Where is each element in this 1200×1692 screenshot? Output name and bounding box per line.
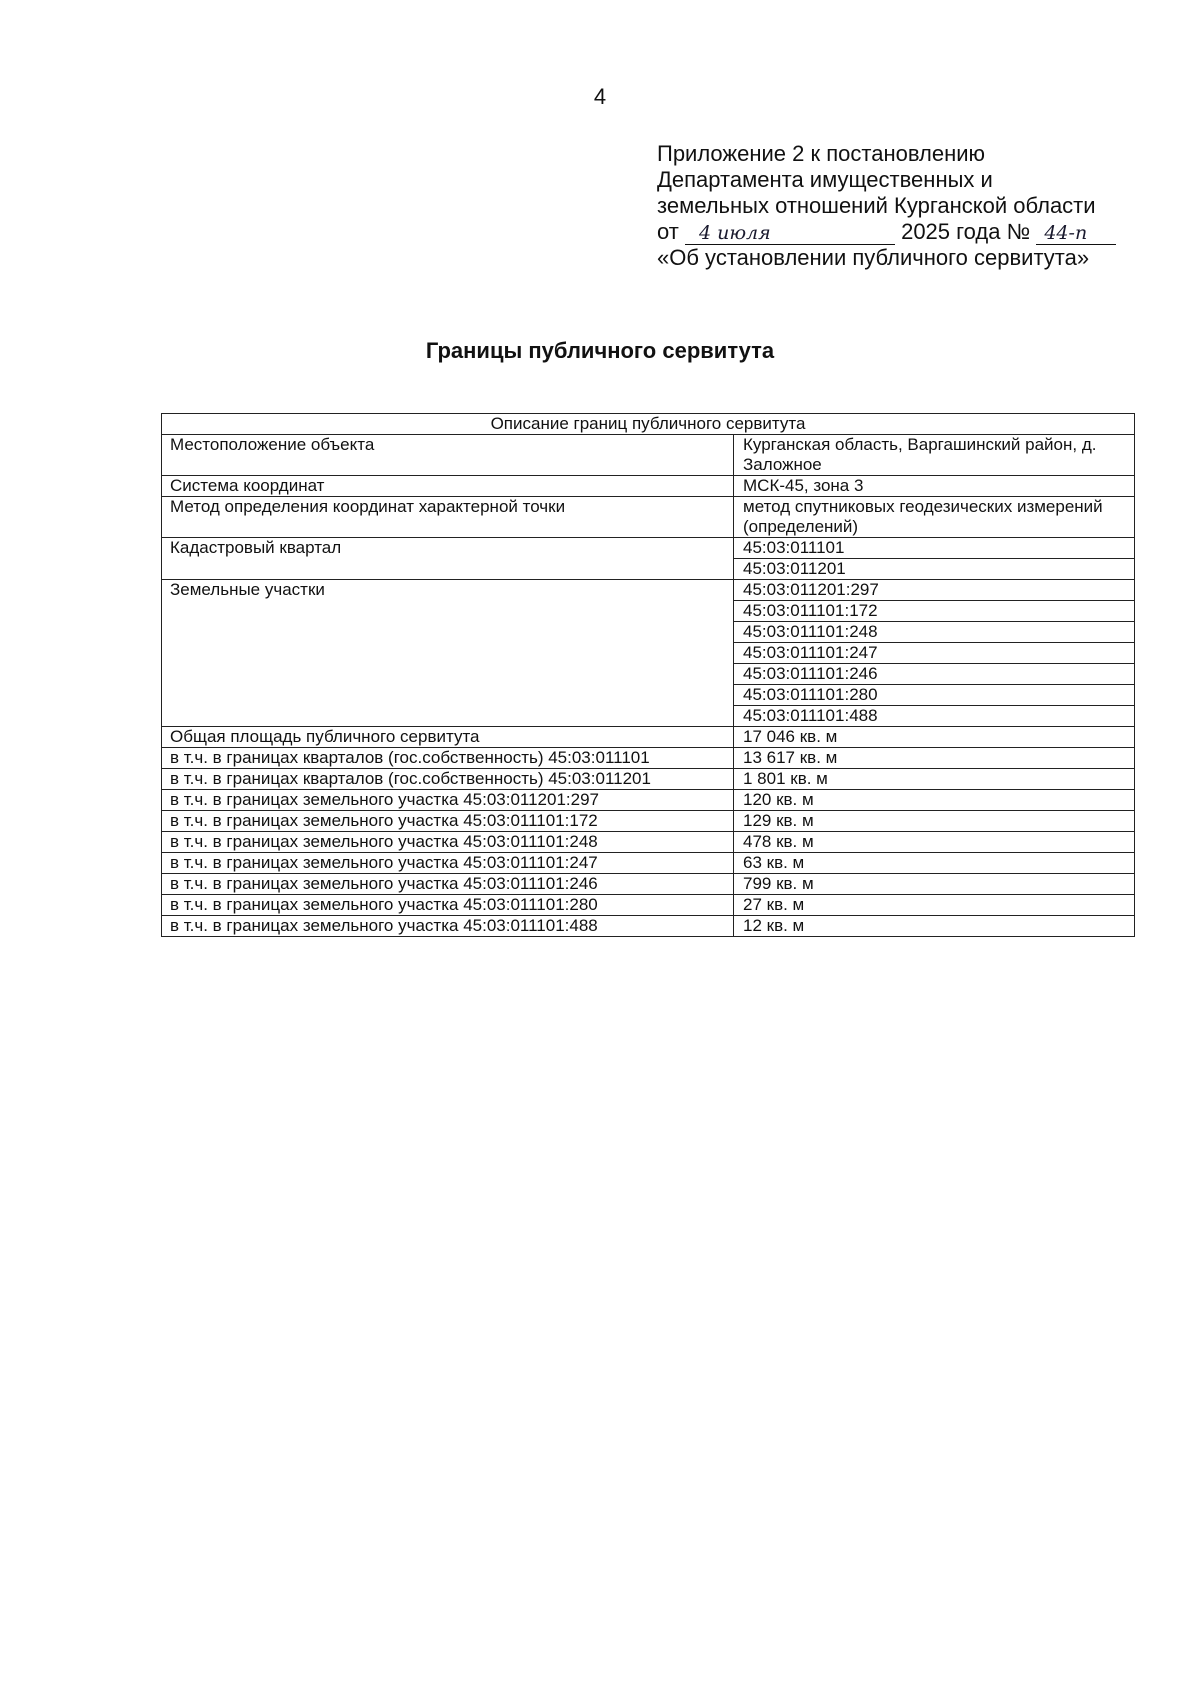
table-row [162, 435, 1135, 476]
table-row [162, 895, 1135, 916]
area-value: 17 046 кв. м [734, 727, 1135, 748]
cadastral-value: 45:03:011201 [734, 559, 1135, 580]
table-row [162, 727, 1135, 748]
table-header-row [162, 414, 1135, 435]
table-row [162, 748, 1135, 769]
handwritten-date: 4 июля [698, 222, 771, 244]
location-value: Курганская область, Варгашинский район, д. Заложное [734, 435, 1135, 476]
table-row [162, 538, 1135, 559]
cadastral-label: Кадастровый квартал [162, 538, 734, 580]
area-value: 120 кв. м [734, 790, 1135, 811]
appendix-line: «Об установлении публичного сервитута» [657, 245, 1090, 270]
location-label: Местоположение объекта [162, 435, 734, 476]
area-value: 13 617 кв. м [734, 748, 1135, 769]
area-value: 1 801 кв. м [734, 769, 1135, 790]
appendix-date-line [657, 219, 1177, 245]
area-label: в т.ч. в границах кварталов (гос.собственность) 45:03:011101 [162, 748, 734, 769]
parcel-value: 45:03:011101:246 [734, 664, 1135, 685]
area-label: Общая площадь публичного сервитута [162, 727, 734, 748]
table-row [162, 853, 1135, 874]
parcel-value: 45:03:011101:247 [734, 643, 1135, 664]
appendix-line: Приложение 2 к постановлению [657, 141, 986, 166]
table-row [162, 790, 1135, 811]
date-field [685, 221, 895, 245]
parcels-label: Земельные участки [162, 580, 734, 727]
table-row [162, 874, 1135, 895]
table-row [162, 476, 1135, 497]
table-row [162, 811, 1135, 832]
area-value: 63 кв. м [734, 853, 1135, 874]
number-field [1036, 221, 1116, 245]
area-value: 799 кв. м [734, 874, 1135, 895]
servitude-table [161, 413, 1135, 937]
appendix-line: Департамента имущественных и [657, 167, 993, 192]
method-value: метод спутниковых геодезических измерений (определений) [734, 497, 1135, 538]
area-value: 129 кв. м [734, 811, 1135, 832]
parcel-value: 45:03:011201:297 [734, 580, 1135, 601]
area-value: 27 кв. м [734, 895, 1135, 916]
appendix-line: земельных отношений Курганской области [657, 193, 1096, 218]
area-value: 12 кв. м [734, 916, 1135, 937]
table-row [162, 497, 1135, 538]
date-prefix: от [657, 219, 679, 244]
page-number: 4 [593, 84, 607, 109]
table-row [162, 769, 1135, 790]
coord-system-label: Система координат [162, 476, 734, 497]
method-label: Метод определения координат характерной точки [162, 497, 734, 538]
area-label: в т.ч. в границах земельного участка 45:03:011201:297 [162, 790, 734, 811]
area-label: в т.ч. в границах земельного участка 45:03:011101:246 [162, 874, 734, 895]
parcel-value: 45:03:011101:172 [734, 601, 1135, 622]
area-label: в т.ч. в границах земельного участка 45:03:011101:280 [162, 895, 734, 916]
table-header: Описание границ публичного сервитута [162, 414, 1135, 435]
area-label: в т.ч. в границах земельного участка 45:03:011101:488 [162, 916, 734, 937]
table-row [162, 832, 1135, 853]
parcel-value: 45:03:011101:248 [734, 622, 1135, 643]
area-label: в т.ч. в границах кварталов (гос.собственность) 45:03:011201 [162, 769, 734, 790]
handwritten-number: 44-п [1044, 222, 1088, 244]
area-label: в т.ч. в границах земельного участка 45:03:011101:248 [162, 832, 734, 853]
area-label: в т.ч. в границах земельного участка 45:03:011101:247 [162, 853, 734, 874]
area-value: 478 кв. м [734, 832, 1135, 853]
coord-system-value: МСК-45, зона 3 [734, 476, 1135, 497]
area-label: в т.ч. в границах земельного участка 45:03:011101:172 [162, 811, 734, 832]
table-row [162, 580, 1135, 601]
parcel-value: 45:03:011101:488 [734, 706, 1135, 727]
cadastral-value: 45:03:011101 [734, 538, 1135, 559]
appendix-block [657, 141, 1177, 271]
parcel-value: 45:03:011101:280 [734, 685, 1135, 706]
year-text: 2025 года № [901, 219, 1031, 244]
table-row [162, 916, 1135, 937]
document-title: Границы публичного сервитута [425, 338, 775, 363]
